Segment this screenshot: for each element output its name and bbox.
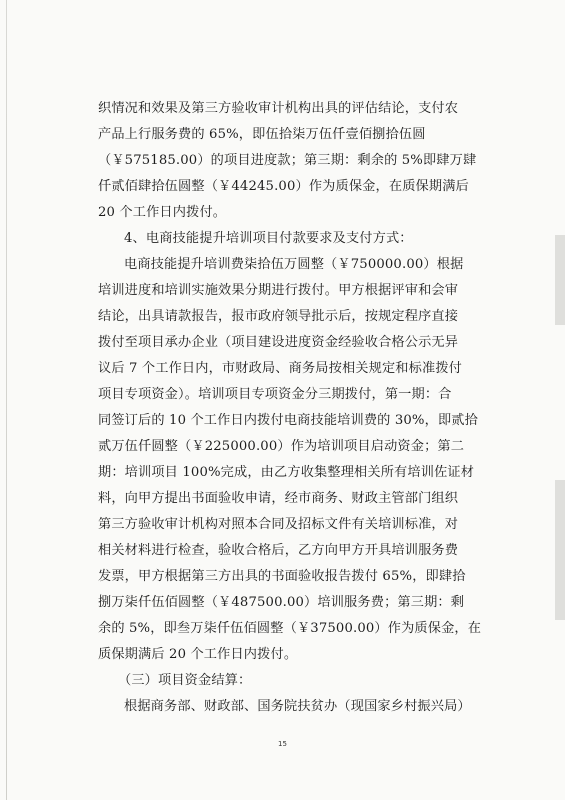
scan-edge-shadow [555, 480, 565, 620]
text-line: 余的 5%，即叁万柒仟伍佰圆整（￥37500.00）作为质保金，在 [98, 621, 482, 636]
section-heading: 4、电商技能提升培训项目付款要求及支付方式： [124, 231, 413, 246]
text-line: 拨付至项目承办企业（项目建设进度资金经验收合格公示无异 [98, 335, 459, 350]
scan-edge-shadow [555, 235, 565, 325]
text-line: 议后 7 个工作日内，市财政局、商务局按相关规定和标准拨付 [98, 361, 462, 376]
text-line: 质保期满后 20 个工作日内拨付。 [98, 647, 298, 662]
text-line: 发票，甲方根据第三方出具的书面验收报告拨付 65%，即肆拾 [98, 569, 466, 584]
text-line: 仟贰佰肆拾伍圆整（￥44245.00）作为质保金，在质保期满后 [98, 179, 469, 194]
text-line: 培训进度和培训实施效果分期进行拨付。甲方根据评审和会审 [98, 283, 459, 298]
text-line: 料，向甲方提出书面验收申请，经市商务、财政主管部门组织 [98, 491, 459, 506]
text-line: 20 个工作日内拨付。 [98, 205, 227, 220]
text-line: 结论，出具请款报告，报市政府领导批示后，按规定程序直接 [98, 309, 459, 324]
text-line: 产品上行服务费的 65%，即伍拾柒万伍仟壹佰捌拾伍圆 [98, 127, 426, 142]
text-line: （￥575185.00）的项目进度款；第三期：剩余的 5%即肆万肆 [98, 153, 477, 168]
text-line: 相关材料进行检查，验收合格后，乙方向甲方开具培训服务费 [98, 543, 459, 558]
section-heading: （三）项目资金结算： [118, 673, 252, 688]
text-line: 期：培训项目 100%完成，由乙方收集整理相关所有培训佐证材 [98, 465, 475, 480]
text-line: 根据商务部、财政部、国务院扶贫办（现国家乡村振兴局） [124, 699, 471, 714]
text-line: 同签订后的 10 个工作日内拨付电商技能培训费的 30%，即贰拾 [98, 413, 478, 428]
text-line: 捌万柒仟伍佰圆整（￥487500.00）培训服务费；第三期：剩 [98, 595, 465, 610]
text-line: 项目专项资金）。培训项目专项资金分三期拨付，第一期：合 [98, 387, 452, 402]
text-line: 电商技能提升培训费柒拾伍万圆整（￥750000.00）根据 [124, 257, 464, 272]
text-line: 贰万伍仟圆整（￥225000.00）作为培训项目启动资金；第二 [98, 439, 465, 454]
page-number: 15 [278, 740, 287, 748]
text-line: 第三方验收审计机构对照本合同及招标文件有关培训标准，对 [98, 517, 459, 532]
text-line: 织情况和效果及第三方验收审计机构出具的评估结论，支付农 [98, 101, 459, 116]
body-text [98, 96, 482, 720]
